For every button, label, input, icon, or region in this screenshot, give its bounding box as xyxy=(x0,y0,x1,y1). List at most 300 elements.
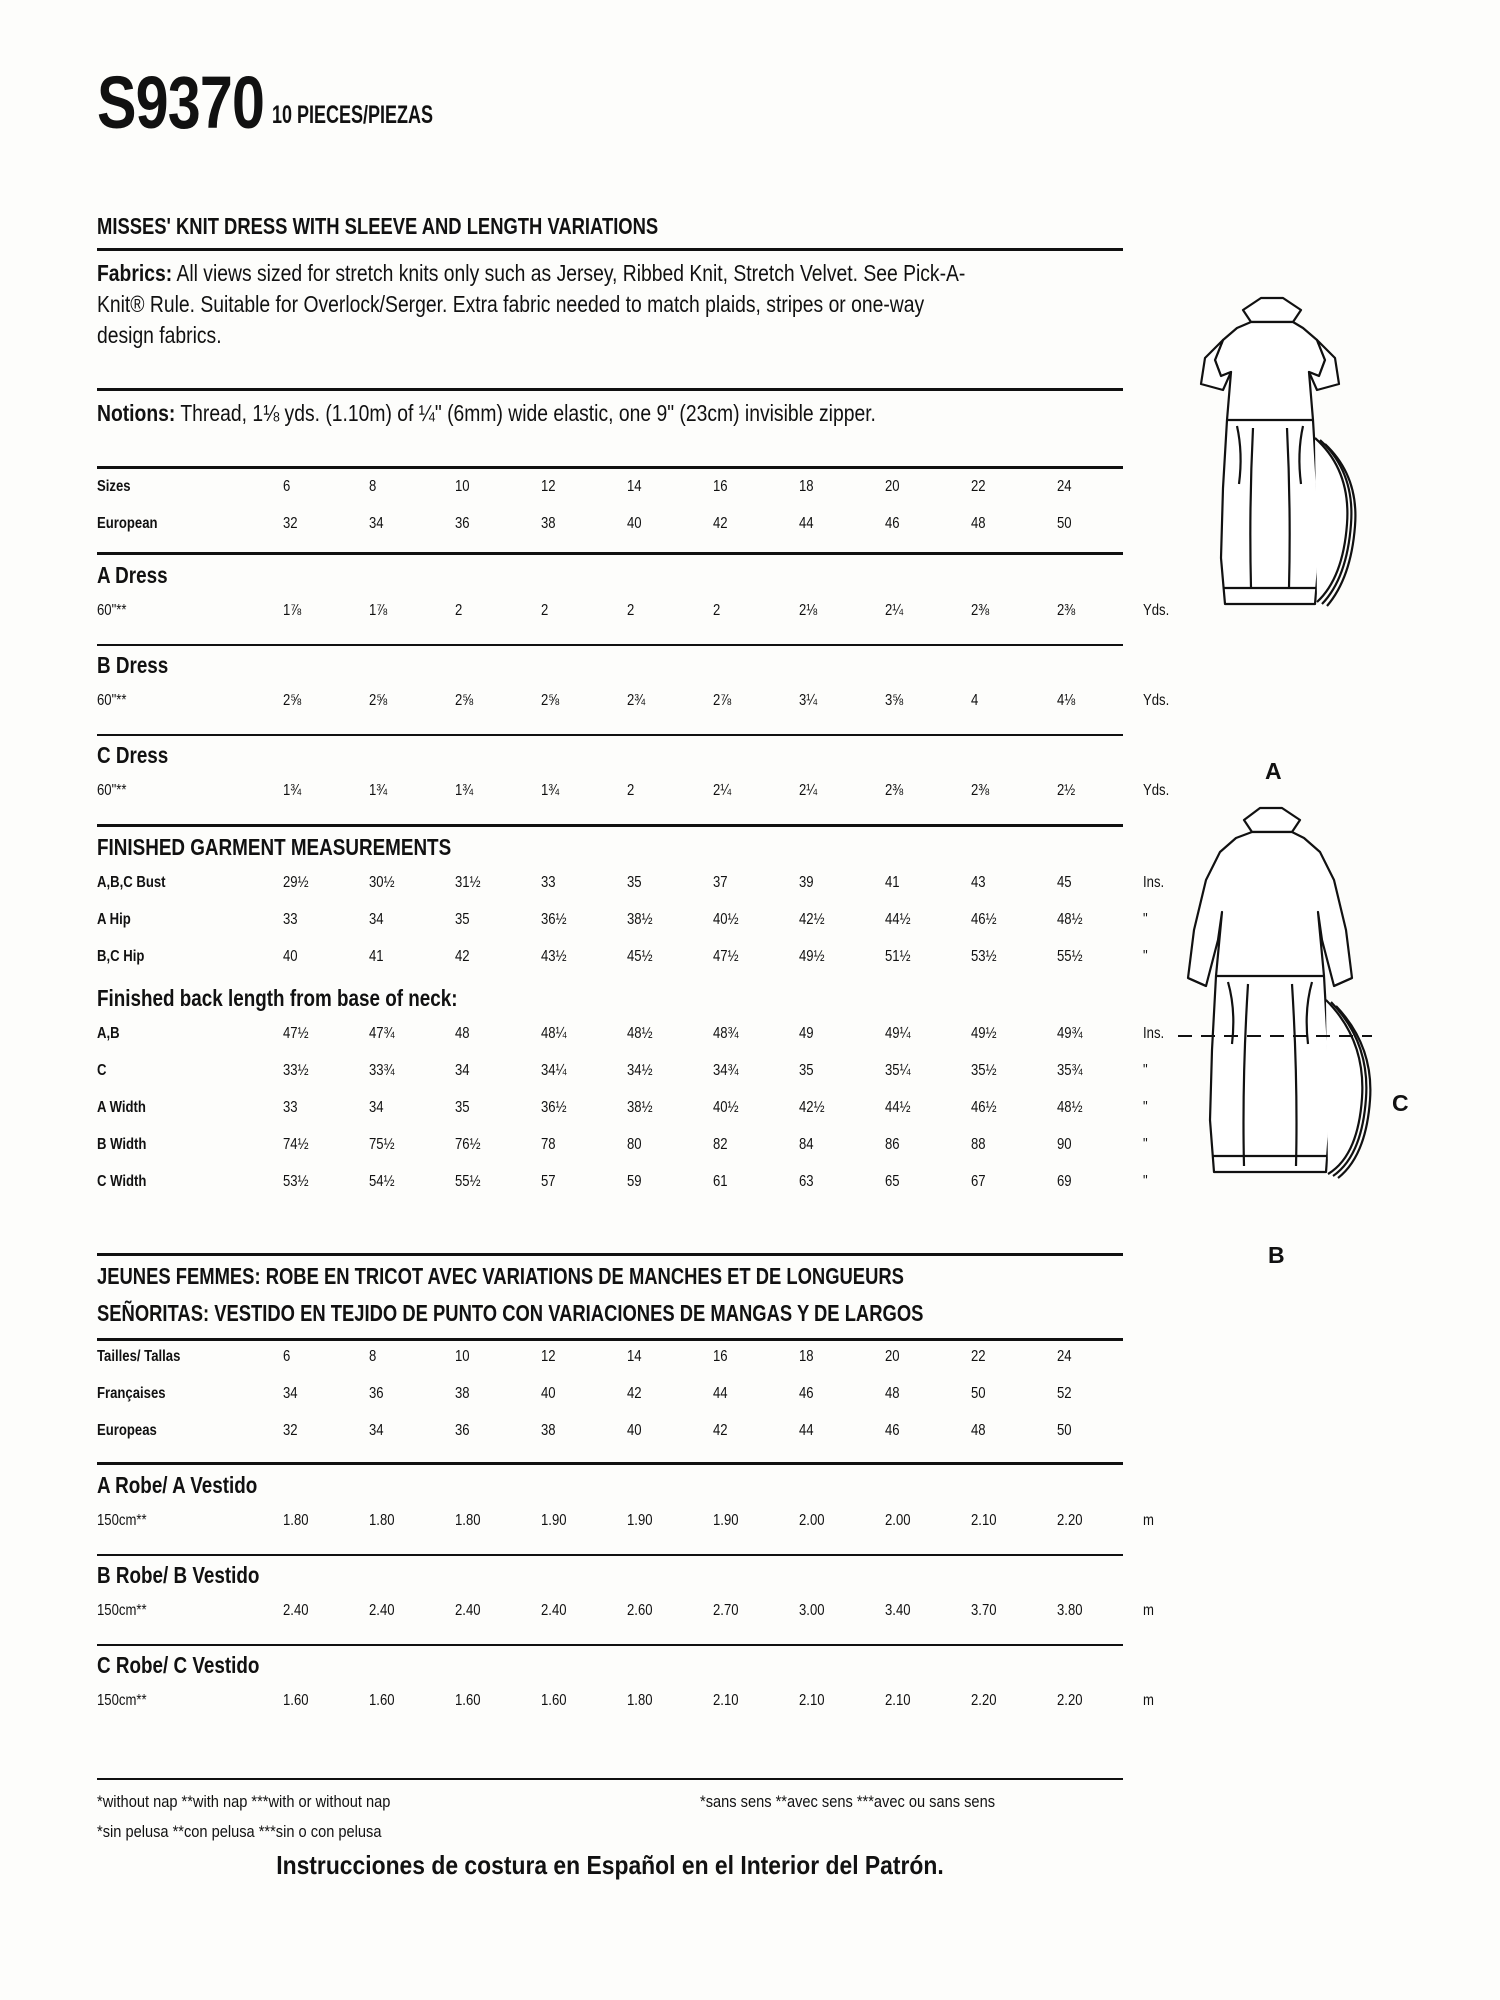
table-cell xyxy=(885,478,971,496)
cell-value: 10 xyxy=(455,478,470,495)
table-cell xyxy=(799,1099,885,1117)
cell-value: 30½ xyxy=(369,874,395,891)
cell-value: 2.70 xyxy=(713,1602,739,1619)
cell-value: 33 xyxy=(283,1099,298,1116)
cell-value: 2.00 xyxy=(799,1512,825,1529)
cell-value: 41 xyxy=(369,948,384,965)
cell-value: 35 xyxy=(627,874,642,891)
table-cell xyxy=(541,911,627,929)
table-cell xyxy=(885,1348,971,1366)
cell-value: 90 xyxy=(1057,1136,1072,1153)
cell-value: 1¾ xyxy=(283,782,302,799)
table-cell xyxy=(971,1173,1057,1191)
unit-label: " xyxy=(1143,1099,1148,1116)
table-cell xyxy=(713,1348,799,1366)
cell-value: 48 xyxy=(971,515,986,532)
section-heading-text: A Robe/ A Vestido xyxy=(97,1472,258,1498)
table-cell xyxy=(627,1136,713,1154)
cell-value: 2¼ xyxy=(885,602,904,619)
table-row xyxy=(97,874,1165,911)
cell-value: 2.00 xyxy=(885,1512,911,1529)
table-cell xyxy=(1057,478,1143,496)
table-cell xyxy=(541,1062,627,1080)
row-label-cell xyxy=(97,948,283,966)
row-label: Françaises xyxy=(97,1385,166,1402)
cell-value: 3⅝ xyxy=(885,692,904,709)
cell-value: 45½ xyxy=(627,948,653,965)
table-cell xyxy=(713,478,799,496)
table-cell xyxy=(627,874,713,892)
cell-value: 48½ xyxy=(1057,1099,1083,1116)
cell-value: 61 xyxy=(713,1173,728,1190)
table-cell xyxy=(283,1136,369,1154)
cell-value: 54½ xyxy=(369,1173,395,1190)
table-row xyxy=(97,1062,1157,1099)
table-cell xyxy=(283,1512,369,1530)
pieces-count: 10 PIECES/PIEZAS xyxy=(271,100,434,129)
table-cell xyxy=(885,1422,971,1440)
cell-value: 53½ xyxy=(283,1173,309,1190)
unit-label: " xyxy=(1143,1136,1148,1153)
cell-value: 1.60 xyxy=(283,1692,309,1709)
table-cell xyxy=(627,602,713,620)
table-cell xyxy=(713,602,799,620)
table-cell xyxy=(627,911,713,929)
technical-drawing-view-a xyxy=(1165,288,1395,708)
table-cell xyxy=(971,478,1057,496)
table-cell xyxy=(455,1173,541,1191)
table-cell xyxy=(1057,692,1143,710)
section-heading-text: FINISHED GARMENT MEASUREMENTS xyxy=(97,834,452,860)
table-cell xyxy=(885,692,971,710)
section-heading xyxy=(97,1562,1157,1602)
table-cell xyxy=(283,1422,369,1440)
table-cell xyxy=(971,1348,1057,1366)
table-cell xyxy=(455,692,541,710)
cell-value: 2.10 xyxy=(799,1692,825,1709)
cell-value: 4⅛ xyxy=(1057,692,1076,709)
table-cell xyxy=(971,1099,1057,1117)
divider xyxy=(97,388,1123,391)
fabrics-paragraph xyxy=(97,258,979,351)
cell-value: 48½ xyxy=(627,1025,653,1042)
cell-value: 84 xyxy=(799,1136,814,1153)
cell-value: 40½ xyxy=(713,911,739,928)
cell-value: 48½ xyxy=(1057,911,1083,928)
table-cell xyxy=(455,874,541,892)
cell-value: 50 xyxy=(1057,515,1072,532)
cell-value: 34 xyxy=(455,1062,470,1079)
cell-value: 45 xyxy=(1057,874,1072,891)
pattern-number: S9370 xyxy=(97,61,265,144)
cell-value: 16 xyxy=(713,1348,728,1365)
cell-value: 1.60 xyxy=(455,1692,481,1709)
row-label: A,B,C Bust xyxy=(97,874,166,891)
table-cell xyxy=(971,1602,1057,1620)
cell-value: 78 xyxy=(541,1136,556,1153)
table-cell xyxy=(971,1422,1057,1440)
cell-value: 65 xyxy=(885,1173,900,1190)
cell-value: 3.70 xyxy=(971,1602,997,1619)
cell-value: 33 xyxy=(283,911,298,928)
table-cell xyxy=(799,1025,885,1043)
table-cell xyxy=(713,1422,799,1440)
cell-value: 67 xyxy=(971,1173,986,1190)
table-cell xyxy=(541,1099,627,1117)
row-label: 150cm** xyxy=(97,1692,147,1709)
table-cell xyxy=(369,1025,455,1043)
cell-value: 36½ xyxy=(541,1099,567,1116)
cell-value: 1.60 xyxy=(369,1692,395,1709)
cell-value: 2⅛ xyxy=(799,602,818,619)
cell-value: 32 xyxy=(283,515,298,532)
table-cell xyxy=(455,1062,541,1080)
table-cell xyxy=(627,478,713,496)
cell-value: 2¼ xyxy=(799,782,818,799)
divider xyxy=(97,466,1123,469)
table-cell xyxy=(971,515,1057,533)
table-cell xyxy=(369,602,455,620)
footnote-es-nap: *sin pelusa **con pelusa ***sin o con pelusa xyxy=(97,1822,382,1841)
cell-value: 6 xyxy=(283,478,291,495)
cell-value: 44½ xyxy=(885,911,911,928)
cell-value: 38 xyxy=(541,1422,556,1439)
table-cell xyxy=(455,911,541,929)
table-row xyxy=(97,1136,1157,1173)
table-cell xyxy=(627,782,713,800)
table-cell xyxy=(541,1692,627,1710)
cell-value: 38½ xyxy=(627,911,653,928)
row-label-cell xyxy=(97,1422,283,1440)
cell-value: 2⅜ xyxy=(885,782,904,799)
table-row xyxy=(97,1348,1157,1385)
cell-value: 46 xyxy=(799,1385,814,1402)
table-cell xyxy=(713,1692,799,1710)
table-cell xyxy=(1057,1512,1143,1530)
cell-value: 2¾ xyxy=(627,692,646,709)
table-cell xyxy=(713,948,799,966)
technical-drawing-view-b-c xyxy=(1160,800,1400,1240)
table-cell xyxy=(1057,1385,1143,1403)
cell-value: 44 xyxy=(799,1422,814,1439)
table-row xyxy=(97,1422,1157,1459)
unit-label: Ins. xyxy=(1143,874,1165,891)
cell-value: 42 xyxy=(455,948,470,965)
cell-value: 42 xyxy=(627,1385,642,1402)
table-cell xyxy=(799,1136,885,1154)
cell-value: 33½ xyxy=(283,1062,309,1079)
table-cell xyxy=(455,1099,541,1117)
table-cell xyxy=(971,1512,1057,1530)
cell-value: 80 xyxy=(627,1136,642,1153)
table-cell xyxy=(369,1099,455,1117)
table-cell xyxy=(799,692,885,710)
cell-value: 1.90 xyxy=(541,1512,567,1529)
table-cell xyxy=(455,478,541,496)
cell-value: 33 xyxy=(541,874,556,891)
cell-value: 40 xyxy=(541,1385,556,1402)
cell-value: 59 xyxy=(627,1173,642,1190)
table-cell xyxy=(799,874,885,892)
table-cell xyxy=(971,874,1057,892)
cell-value: 42 xyxy=(713,1422,728,1439)
cell-value: 2.10 xyxy=(713,1692,739,1709)
table-cell xyxy=(1057,602,1143,620)
table-cell xyxy=(1057,874,1143,892)
cell-value: 47½ xyxy=(283,1025,309,1042)
table-cell xyxy=(1057,1692,1143,1710)
row-label-cell xyxy=(97,1025,283,1043)
table-cell xyxy=(541,948,627,966)
table-cell xyxy=(283,874,369,892)
table-cell xyxy=(885,1099,971,1117)
table-cell xyxy=(627,1512,713,1530)
table-cell xyxy=(885,1173,971,1191)
table-cell xyxy=(369,1385,455,1403)
section-heading-text: Finished back length from base of neck: xyxy=(97,985,458,1011)
table-cell xyxy=(971,1025,1057,1043)
size-table-metric xyxy=(97,1348,1157,1459)
unit-label: m xyxy=(1143,1602,1154,1619)
cell-value: 8 xyxy=(369,478,377,495)
table-cell xyxy=(283,1025,369,1043)
cell-value: 39 xyxy=(799,874,814,891)
table-cell xyxy=(369,1348,455,1366)
table-cell xyxy=(627,1692,713,1710)
cell-value: 29½ xyxy=(283,874,309,891)
row-label-cell xyxy=(97,692,283,710)
cell-value: 40½ xyxy=(713,1099,739,1116)
cell-value: 2¼ xyxy=(713,782,732,799)
unit-label: Yds. xyxy=(1143,602,1170,619)
table-cell xyxy=(1057,1173,1143,1191)
unit-label: " xyxy=(1143,1062,1148,1079)
cell-value: 41 xyxy=(885,874,900,891)
cell-value: 53½ xyxy=(971,948,997,965)
cell-value: 34 xyxy=(369,515,384,532)
cell-value: 36 xyxy=(369,1385,384,1402)
table-cell xyxy=(283,515,369,533)
row-label-cell xyxy=(97,515,283,533)
table-cell xyxy=(713,1099,799,1117)
cell-value: 1.80 xyxy=(455,1512,481,1529)
cell-value: 88 xyxy=(971,1136,986,1153)
table-cell xyxy=(455,1385,541,1403)
table-cell xyxy=(283,1692,369,1710)
cell-value: 34 xyxy=(369,911,384,928)
cell-value: 2⅜ xyxy=(971,602,990,619)
row-label-cell xyxy=(97,1099,283,1117)
table-cell xyxy=(541,1512,627,1530)
cell-value: 37 xyxy=(713,874,728,891)
cell-value: 1¾ xyxy=(455,782,474,799)
table-cell xyxy=(885,602,971,620)
cell-value: 63 xyxy=(799,1173,814,1190)
row-label-cell xyxy=(97,1692,283,1710)
cell-value: 24 xyxy=(1057,1348,1072,1365)
cell-value: 86 xyxy=(885,1136,900,1153)
cell-value: 42 xyxy=(713,515,728,532)
cell-value: 20 xyxy=(885,478,900,495)
table-cell xyxy=(283,1173,369,1191)
unit-label: m xyxy=(1143,1512,1154,1529)
table-cell xyxy=(369,782,455,800)
cell-value: 35 xyxy=(799,1062,814,1079)
cell-value: 40 xyxy=(283,948,298,965)
row-label: 60"** xyxy=(97,602,127,619)
cell-value: 3.40 xyxy=(885,1602,911,1619)
table-cell xyxy=(369,874,455,892)
table-cell xyxy=(455,1422,541,1440)
table-cell xyxy=(799,911,885,929)
divider xyxy=(97,644,1123,646)
cell-value: 2.20 xyxy=(1057,1512,1083,1529)
row-label-cell xyxy=(97,1602,283,1620)
table-cell xyxy=(455,948,541,966)
row-label: A,B xyxy=(97,1025,120,1042)
table-cell xyxy=(369,911,455,929)
table-cell xyxy=(283,911,369,929)
cell-value: 46 xyxy=(885,515,900,532)
cell-value: 3.00 xyxy=(799,1602,825,1619)
table-cell xyxy=(369,1173,455,1191)
cell-value: 2.40 xyxy=(283,1602,309,1619)
cell-value: 42½ xyxy=(799,911,825,928)
table-row xyxy=(97,1099,1157,1136)
table-cell xyxy=(369,478,455,496)
table-cell xyxy=(1057,1422,1143,1440)
table-cell xyxy=(455,1136,541,1154)
row-label: C xyxy=(97,1062,107,1079)
table-cell xyxy=(627,948,713,966)
section-heading xyxy=(97,985,1157,1025)
cell-value: 1¾ xyxy=(369,782,388,799)
table-cell xyxy=(713,1025,799,1043)
divider xyxy=(97,824,1123,827)
cell-value: 1.90 xyxy=(627,1512,653,1529)
table-cell xyxy=(713,692,799,710)
cell-value: 6 xyxy=(283,1348,291,1365)
table-cell xyxy=(885,1025,971,1043)
table-row xyxy=(97,478,1157,515)
cell-value: 1.60 xyxy=(541,1692,567,1709)
table-cell xyxy=(455,1602,541,1620)
cell-value: 44 xyxy=(799,515,814,532)
cell-value: 2.60 xyxy=(627,1602,653,1619)
cell-value: 1.80 xyxy=(369,1512,395,1529)
view-label-c: C xyxy=(1392,1090,1409,1116)
table-row xyxy=(97,1602,1157,1639)
unit-label: Ins. xyxy=(1143,1025,1165,1042)
cell-value: 52 xyxy=(1057,1385,1072,1402)
table-row xyxy=(97,692,1170,729)
cell-value: 2⅝ xyxy=(369,692,388,709)
table-cell xyxy=(541,874,627,892)
divider xyxy=(97,552,1123,555)
cell-value: 24 xyxy=(1057,478,1072,495)
section-heading-text: C Robe/ C Vestido xyxy=(97,1652,260,1678)
table-cell xyxy=(799,1385,885,1403)
unit-cell xyxy=(1143,1512,1213,1530)
cell-value: 55½ xyxy=(1057,948,1083,965)
yardage-block-c xyxy=(97,742,1170,819)
cell-value: 82 xyxy=(713,1136,728,1153)
table-row xyxy=(97,1025,1165,1062)
row-label-cell xyxy=(97,911,283,929)
table-cell xyxy=(627,1025,713,1043)
row-label: 60"** xyxy=(97,692,127,709)
table-cell xyxy=(627,1173,713,1191)
table-cell xyxy=(799,478,885,496)
table-cell xyxy=(885,1136,971,1154)
cell-value: 49½ xyxy=(971,1025,997,1042)
cell-value: 16 xyxy=(713,478,728,495)
row-label-cell xyxy=(97,874,283,892)
table-row xyxy=(97,1692,1157,1729)
cell-value: 36 xyxy=(455,1422,470,1439)
cell-value: 2.20 xyxy=(1057,1692,1083,1709)
table-cell xyxy=(799,1348,885,1366)
section-heading xyxy=(97,652,1157,692)
cell-value: 14 xyxy=(627,478,642,495)
row-label: 150cm** xyxy=(97,1602,147,1619)
table-cell xyxy=(713,1173,799,1191)
cell-value: 20 xyxy=(885,1348,900,1365)
table-cell xyxy=(713,911,799,929)
cell-value: 1⅞ xyxy=(283,602,302,619)
yardage-metric-c xyxy=(97,1652,1157,1729)
row-label-cell xyxy=(97,1512,283,1530)
table-cell xyxy=(283,1062,369,1080)
section-heading xyxy=(97,1652,1157,1692)
notions-label: Notions: xyxy=(97,400,176,426)
table-row xyxy=(97,1173,1157,1210)
row-label: C Width xyxy=(97,1173,147,1190)
table-cell xyxy=(971,911,1057,929)
divider xyxy=(97,1338,1123,1341)
notions-paragraph xyxy=(97,398,979,429)
cell-value: 18 xyxy=(799,1348,814,1365)
cell-value: 38½ xyxy=(627,1099,653,1116)
table-cell xyxy=(541,478,627,496)
table-cell xyxy=(369,1062,455,1080)
table-cell xyxy=(541,692,627,710)
table-cell xyxy=(455,1348,541,1366)
table-row xyxy=(97,1512,1157,1549)
table-cell xyxy=(1057,782,1143,800)
table-cell xyxy=(283,478,369,496)
table-cell xyxy=(369,1422,455,1440)
table-cell xyxy=(885,1062,971,1080)
cell-value: 50 xyxy=(1057,1422,1072,1439)
table-cell xyxy=(885,1602,971,1620)
cell-value: 12 xyxy=(541,478,556,495)
table-cell xyxy=(455,1692,541,1710)
notions-text: Thread, 1⅛ yds. (1.10m) of ¼" (6mm) wide elastic, one 9" (23cm) invisible zipper. xyxy=(180,400,876,426)
table-cell xyxy=(541,1025,627,1043)
cell-value: 34¼ xyxy=(541,1062,567,1079)
cell-value: 75½ xyxy=(369,1136,395,1153)
footnote-en-nap: *without nap **with nap ***with or without nap xyxy=(97,1792,391,1811)
cell-value: 57 xyxy=(541,1173,556,1190)
table-cell xyxy=(885,1385,971,1403)
cell-value: 22 xyxy=(971,1348,986,1365)
cell-value: 2.10 xyxy=(971,1512,997,1529)
footnote-fr-nap: *sans sens **avec sens ***avec ou sans sens xyxy=(700,1792,996,1811)
table-cell xyxy=(283,1099,369,1117)
cell-value: 36 xyxy=(455,515,470,532)
table-cell xyxy=(885,1512,971,1530)
